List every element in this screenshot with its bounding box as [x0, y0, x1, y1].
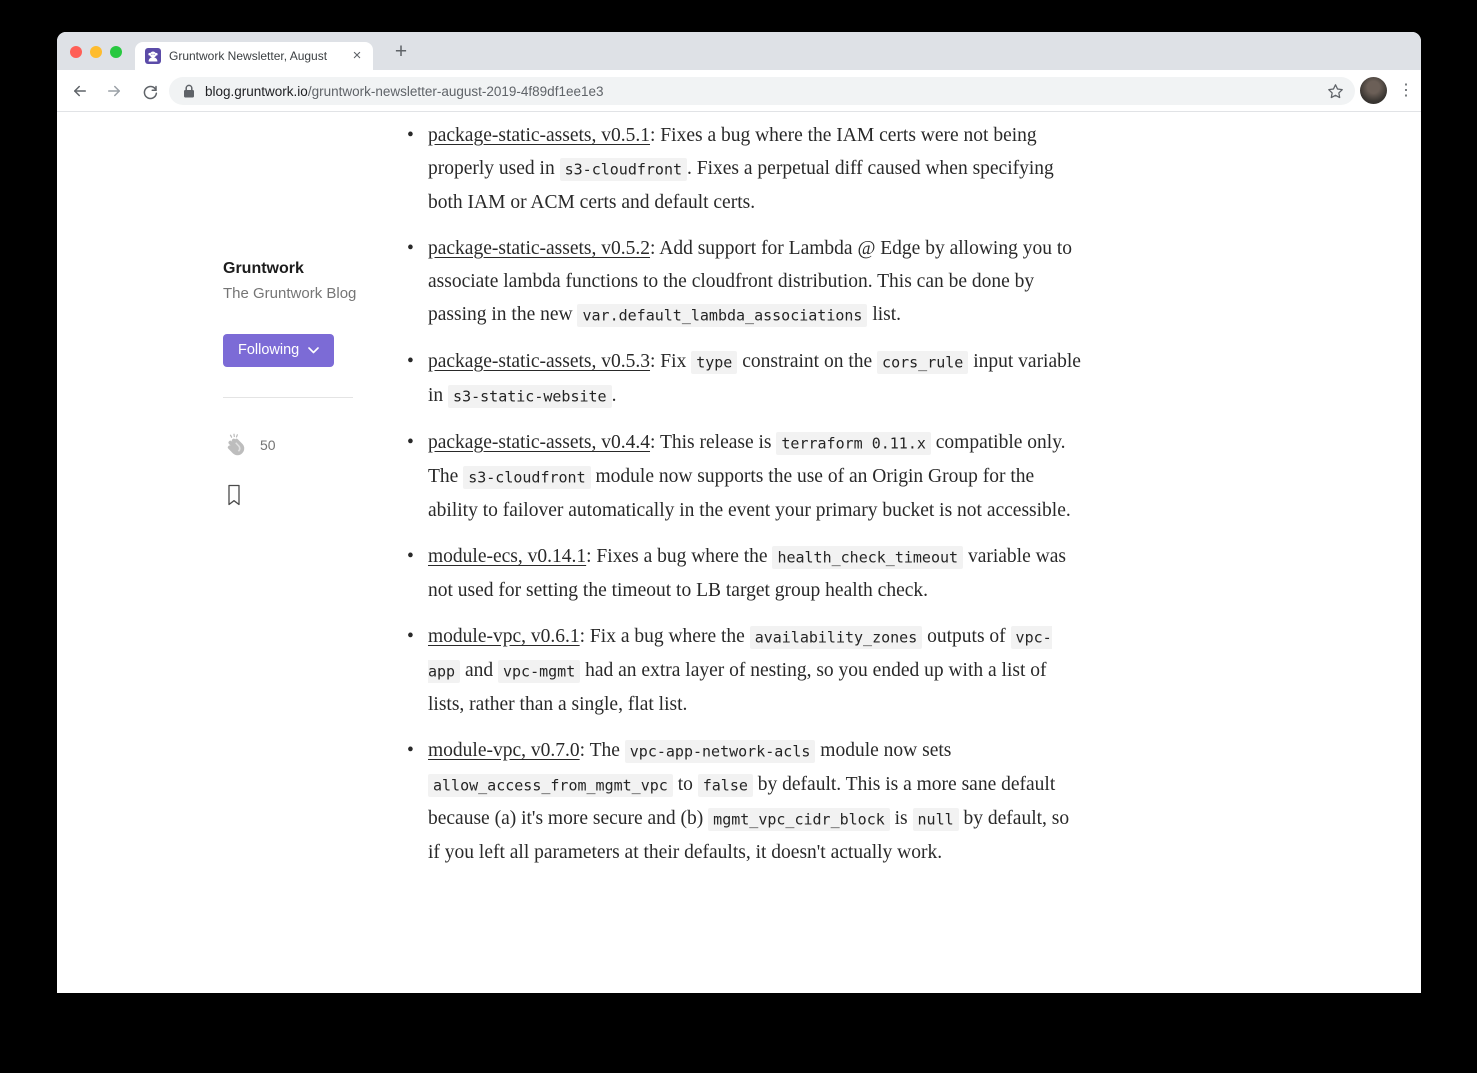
close-window-button[interactable] — [70, 46, 82, 58]
publication-subtitle: The Gruntwork Blog — [223, 285, 357, 302]
list-item — [428, 119, 1083, 219]
inline-code: s3-static-website — [448, 385, 612, 408]
minimize-window-button[interactable] — [90, 46, 102, 58]
gruntwork-favicon — [145, 48, 161, 64]
profile-avatar[interactable] — [1360, 77, 1387, 104]
bookmark-row — [223, 482, 393, 513]
release-link[interactable]: module-ecs, v0.14.1 — [428, 546, 587, 567]
body-text: : The — [579, 740, 625, 761]
body-text: by default. This is a more sane default because (a) it's more secure and (b) — [428, 774, 1056, 829]
body-text: compatible only. The — [428, 432, 1066, 487]
body-text: list. — [867, 304, 902, 325]
lock-icon — [183, 84, 195, 98]
list-item — [428, 734, 1083, 869]
sidebar-divider — [223, 397, 353, 398]
body-text: to — [672, 774, 698, 795]
list-item — [428, 540, 1083, 607]
page-content — [57, 112, 1421, 992]
tab-strip — [57, 32, 1421, 70]
url-path: /gruntwork-newsletter-august-2019-4f89df1ee1e3 — [307, 83, 604, 99]
zoom-window-button[interactable] — [110, 46, 122, 58]
release-link[interactable]: package-static-assets, v0.4.4 — [428, 432, 651, 453]
star-icon[interactable] — [1326, 82, 1345, 101]
inline-code: type — [691, 351, 737, 374]
body-text: : Add support for Lambda @ Edge by allowing you to associate lambda functions to the cloudfront distribution. This can be done by passing in the new — [428, 238, 1072, 325]
body-text: : This release is — [650, 432, 777, 453]
new-tab-button[interactable]: + — [394, 40, 408, 63]
chevron-down-icon — [308, 347, 319, 354]
inline-code: vpc-app-network-acls — [625, 740, 816, 763]
list-item — [428, 620, 1083, 721]
kebab-menu-icon[interactable]: ⋮ — [1398, 82, 1414, 99]
clap-icon[interactable] — [223, 431, 250, 458]
body-text: : Fixes a bug where the — [586, 546, 773, 567]
url-domain: blog.gruntwork.io — [205, 83, 308, 99]
body-text: . Fixes a perpetual diff caused when specifying both IAM or ACM certs and default certs. — [428, 158, 1054, 213]
inline-code: null — [913, 808, 959, 831]
tab-close-icon[interactable]: × — [352, 47, 362, 64]
body-text: outputs of — [922, 626, 1011, 647]
window-controls — [70, 46, 122, 58]
inline-code: var.default_lambda_associations — [577, 304, 867, 327]
tab-title: Gruntwork Newsletter, August — [169, 49, 328, 63]
body-text: and — [460, 660, 498, 681]
body-text: by default, so if you left all parameters at their defaults, it doesn't actually work. — [428, 808, 1070, 863]
body-text: . — [611, 385, 617, 406]
inline-code: s3-cloudfront — [463, 466, 590, 489]
bookmark-icon[interactable] — [223, 482, 245, 508]
release-link[interactable]: module-vpc, v0.6.1 — [428, 626, 580, 647]
body-text: is — [889, 808, 913, 829]
inline-code: mgmt_vpc_cidr_block — [708, 808, 890, 831]
inline-code: vpc-app — [428, 626, 1052, 683]
inline-code: availability_zones — [750, 626, 923, 649]
publication-sidebar — [223, 260, 393, 513]
browser-window — [57, 32, 1421, 993]
browser-toolbar — [57, 70, 1421, 112]
body-text: : Fix a bug where the — [579, 626, 750, 647]
body-text: input variable in — [428, 351, 1081, 406]
release-link[interactable]: package-static-assets, v0.5.1 — [428, 125, 651, 146]
clap-count: 50 — [260, 436, 276, 453]
list-item — [428, 232, 1083, 332]
following-label: Following — [238, 342, 300, 358]
inline-code: cors_rule — [877, 351, 968, 374]
list-item — [428, 345, 1083, 413]
body-text: variable was not used for setting the timeout to LB target group health check. — [428, 546, 1066, 601]
body-text: had an extra layer of nesting, so you ended up with a list of lists, rather than a single, flat list. — [428, 660, 1047, 715]
body-text: : Fixes a bug where the IAM certs were not being properly used in — [428, 125, 1037, 179]
release-link[interactable]: module-vpc, v0.7.0 — [428, 740, 580, 761]
release-list — [428, 119, 1083, 882]
address-bar[interactable] — [169, 77, 1355, 105]
body-text: module now sets — [815, 740, 952, 761]
inline-code: false — [698, 774, 753, 797]
following-button[interactable] — [223, 334, 334, 367]
publication-name[interactable]: Gruntwork — [223, 260, 304, 277]
browser-tab[interactable] — [135, 42, 373, 70]
clap-row — [223, 431, 393, 458]
inline-code: s3-cloudfront — [560, 158, 687, 181]
inline-code: allow_access_from_mgmt_vpc — [428, 774, 673, 797]
inline-code: terraform 0.11.x — [776, 432, 931, 455]
inline-code: vpc-mgmt — [498, 660, 580, 683]
forward-icon[interactable] — [103, 80, 125, 102]
release-link[interactable]: package-static-assets, v0.5.2 — [428, 238, 651, 259]
body-text: module now supports the use of an Origin Group for the ability to failover automatically in the event your primary bucket is not accessible. — [428, 466, 1071, 521]
body-text: : Fix — [650, 351, 692, 372]
body-text: constraint on the — [737, 351, 878, 372]
reload-icon[interactable] — [139, 80, 161, 102]
back-icon[interactable] — [69, 80, 91, 102]
inline-code: health_check_timeout — [772, 546, 963, 569]
release-link[interactable]: package-static-assets, v0.5.3 — [428, 351, 651, 372]
list-item — [428, 426, 1083, 527]
url-text — [205, 84, 1326, 99]
